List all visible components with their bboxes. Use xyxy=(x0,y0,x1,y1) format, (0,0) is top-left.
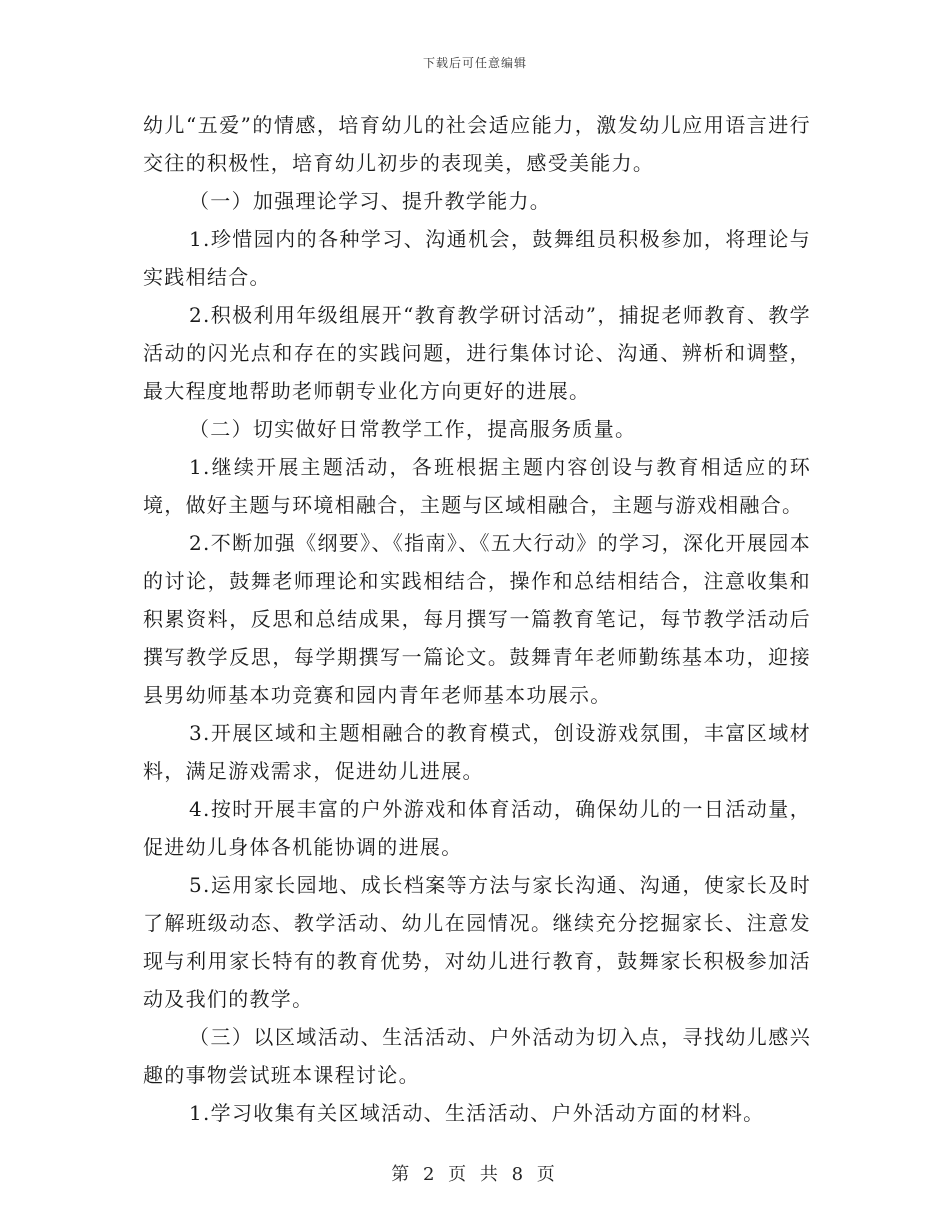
page-footer: 第 2 页 共 8 页 xyxy=(391,1164,559,1185)
section-heading-3: （三）以区域活动、生活活动、户外活动为切入点，寻找幼儿感兴趣的事物尝试班本课程讨论。 xyxy=(143,1025,811,1087)
list-item-2-3: 3.开展区域和主题相融合的教育模式，创设游戏氛围，丰富区域材料，满足游戏需求，促进幼儿进展。 xyxy=(143,721,811,783)
list-item-2-2: 2.不断加强《纲要》、《指南》、《五大行动》的学习，深化开展园本的讨论，鼓舞老师理论和实践相结合，操作和总结相结合，注意收集和积累资料，反思和总结成果，每月撰写一篇教育笔记，每节教学活动后撰写教学反思，每学期撰写一篇论文。鼓舞青年老师勤练基本功，迎接县男幼师基本功竞赛和园内青年老师基本功展示。 xyxy=(143,531,811,707)
list-item-2-4: 4.按时开展丰富的户外游戏和体育活动，确保幼儿的一日活动量，促进幼儿身体各机能协调的进展。 xyxy=(143,797,811,859)
list-item-1-1: 1.珍惜园内的各种学习、沟通机会，鼓舞组员积极参加，将理论与实践相结合。 xyxy=(143,227,811,289)
list-item-2-1: 1.继续开展主题活动，各班根据主题内容创设与教育相适应的环境，做好主题与环境相融合，主题与区域相融合，主题与游戏相融合。 xyxy=(143,455,811,517)
list-item-3-1: 1.学习收集有关区域活动、生活活动、户外活动方面的材料。 xyxy=(189,1101,765,1125)
paragraph-continuation: 幼儿“五爱”的情感，培育幼儿的社会适应能力，激发幼儿应用语言进行交往的积极性，培育幼儿初步的表现美，感受美能力。 xyxy=(143,113,811,175)
document-body xyxy=(143,106,811,1132)
list-item-1-2: 2.积极利用年级组展开“教育教学研讨活动”，捕捉老师教育、教学活动的闪光点和存在的实践问题，进行集体讨论、沟通、辨析和调整，最大程度地帮助老师朝专业化方向更好的进展。 xyxy=(143,303,811,403)
section-heading-2: （二）切实做好日常教学工作，提高服务质量。 xyxy=(189,417,637,441)
section-heading-1: （一）加强理论学习、提升教学能力。 xyxy=(189,189,552,213)
list-item-2-5: 5.运用家长园地、成长档案等方法与家长沟通、沟通，使家长及时了解班级动态、教学活动、幼儿在园情况。继续充分挖掘家长、注意发现与利用家长特有的教育优势，对幼儿进行教育，鼓舞家长积极参加活动及我们的教学。 xyxy=(143,873,811,1011)
page-header: 下载后可任意编辑 xyxy=(422,56,527,70)
